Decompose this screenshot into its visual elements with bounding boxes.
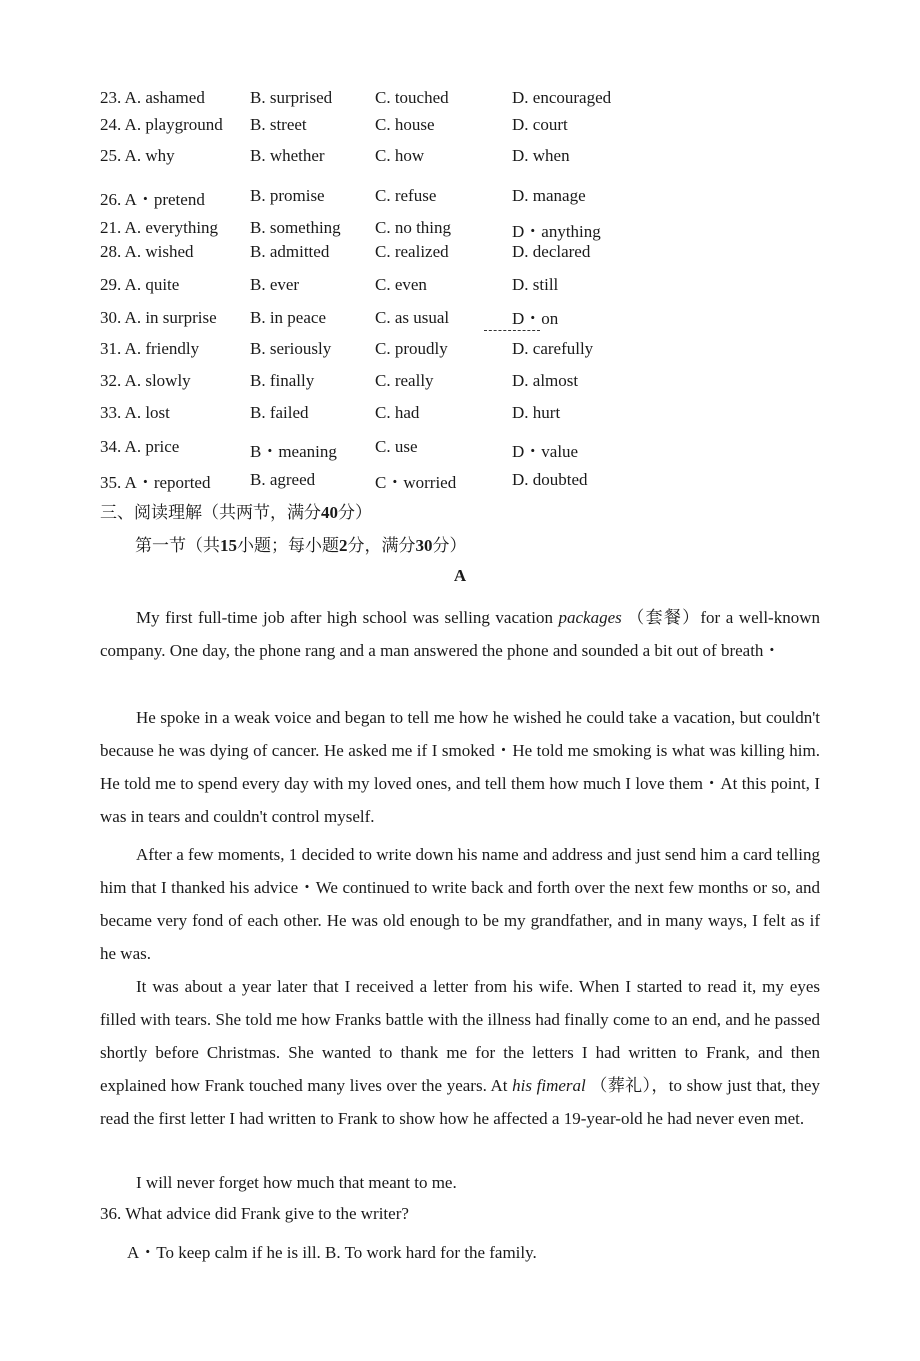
option-c: C. as usual — [375, 308, 450, 327]
italic-term: packages — [558, 608, 622, 627]
option-a: 24. A. playground — [100, 115, 223, 134]
option-d: D. hurt — [512, 403, 561, 422]
option-d: D. still — [512, 275, 559, 294]
paragraph-text: My first full-time job after high school was selling vacation — [136, 608, 559, 627]
subsection-number: 30 — [415, 536, 433, 555]
option-a: 29. A. quite — [100, 275, 180, 294]
option-a: 32. A. slowly — [100, 371, 191, 390]
passage-paragraph-4 — [100, 970, 820, 1135]
option-c: C. use — [375, 437, 418, 456]
option-a: 35. A・reported — [100, 473, 211, 492]
passage-paragraph-2: He spoke in a weak voice and began to tell me how he wished he could take a vacation, but couldn't because he was dying of cancer. He asked me if I smoked・He told me smoking is what was killing him. He told me to spend every day with my loved ones, and tell them how much I love them・At this point, I was in tears and couldn't control myself. — [100, 708, 820, 826]
option-b: B. whether — [250, 146, 325, 165]
passage-paragraph-1 — [100, 601, 820, 667]
passage-paragraph-3: After a few moments, 1 decided to write down his name and address and just send him a card telling him that I thanked his advice・We continued to write back and forth over the next few months or so, and became very fond of each other. He was old enough to be my grandfather, and in many ways, I felt as if he was. — [100, 845, 820, 963]
option-b: B. seriously — [250, 339, 332, 358]
option-a: 26. A・pretend — [100, 190, 205, 209]
option-c: C. touched — [375, 88, 449, 107]
option-d: D・anything — [512, 222, 601, 241]
option-d: D. doubted — [512, 470, 588, 489]
option-a: 34. A. price — [100, 437, 180, 456]
paragraph-text: （套餐）for a well-known company. One day, the phone rang and a man answered the phone and sounded a bit out of breath・ — [100, 608, 820, 660]
option-a: 28. A. wished — [100, 242, 194, 261]
option-d: D. almost — [512, 371, 579, 390]
subsection-number: 2 — [339, 536, 348, 555]
option-a: 31. A. friendly — [100, 339, 200, 358]
option-b: B. surprised — [250, 88, 333, 107]
option-c: C. refuse — [375, 186, 437, 205]
scan-mark — [484, 330, 540, 331]
option-d: D・on — [512, 309, 559, 328]
option-d: D. carefully — [512, 339, 594, 358]
option-c: C. really — [375, 371, 434, 390]
subsection-text: 第一节（共 — [135, 536, 220, 555]
option-a: 23. A. ashamed — [100, 88, 205, 107]
option-c: C・worried — [375, 473, 457, 492]
section-heading-prefix: 三、阅读理解（共两节，满分 — [100, 503, 321, 522]
option-b: B・meaning — [250, 442, 337, 461]
option-b: B. ever — [250, 275, 300, 294]
option-a: 33. A. lost — [100, 403, 170, 422]
option-c: C. proudly — [375, 339, 448, 358]
section-points: 40 — [321, 503, 338, 522]
question-36-options: A・To keep calm if he is ill. B. To work hard for the family. — [127, 1243, 537, 1262]
subsection-text: 分） — [432, 536, 467, 555]
option-c: C. realized — [375, 242, 449, 261]
paragraph-text: It was about a year later that I received a letter from his wife. When I started to read it, my eyes filled with tears. She told me how Franks battle with the illness had finally come to an end, and he passed shortly before Christmas. She wanted to thank me for the letters I had written to Frank, and then explained how Frank touched many lives over the years. At — [100, 977, 820, 1095]
option-d: D・value — [512, 442, 579, 461]
option-a: 30. A. in surprise — [100, 308, 217, 327]
option-b: B. agreed — [250, 470, 316, 489]
option-d: D. manage — [512, 186, 586, 205]
subsection-heading — [135, 531, 467, 556]
passage-paragraph-5: I will never forget how much that meant to me. — [136, 1173, 457, 1192]
subsection-text: 小题；每小题 — [237, 536, 339, 555]
section-heading-suffix: 分） — [338, 503, 372, 522]
option-b: B. promise — [250, 186, 325, 205]
option-a: 21. A. everything — [100, 218, 219, 237]
option-a: 25. A. why — [100, 146, 175, 165]
option-c: C. no thing — [375, 218, 452, 237]
option-b: B. street — [250, 115, 307, 134]
option-c: C. even — [375, 275, 427, 294]
option-b: B. something — [250, 218, 341, 237]
option-d: D. when — [512, 146, 570, 165]
passage-title: A — [453, 566, 467, 585]
option-d: D. declared — [512, 242, 591, 261]
option-b: B. in peace — [250, 308, 326, 327]
option-c: C. had — [375, 403, 420, 422]
option-c: C. how — [375, 146, 425, 165]
paragraph-text: （葬礼），to show just that, they read the first letter I had written to Frank to show how he affected a 19-year-old he had never even met. — [100, 1076, 820, 1128]
option-b: B. finally — [250, 371, 315, 390]
option-b: B. admitted — [250, 242, 330, 261]
option-b: B. failed — [250, 403, 309, 422]
question-36: 36. What advice did Frank give to the writer? — [100, 1204, 409, 1223]
option-d: D. court — [512, 115, 568, 134]
section-heading — [100, 498, 372, 523]
option-c: C. house — [375, 115, 435, 134]
subsection-number: 15 — [220, 536, 237, 555]
subsection-text: 分，满分 — [347, 536, 416, 555]
italic-term: his fimeral — [512, 1076, 586, 1095]
option-d: D. encouraged — [512, 88, 612, 107]
